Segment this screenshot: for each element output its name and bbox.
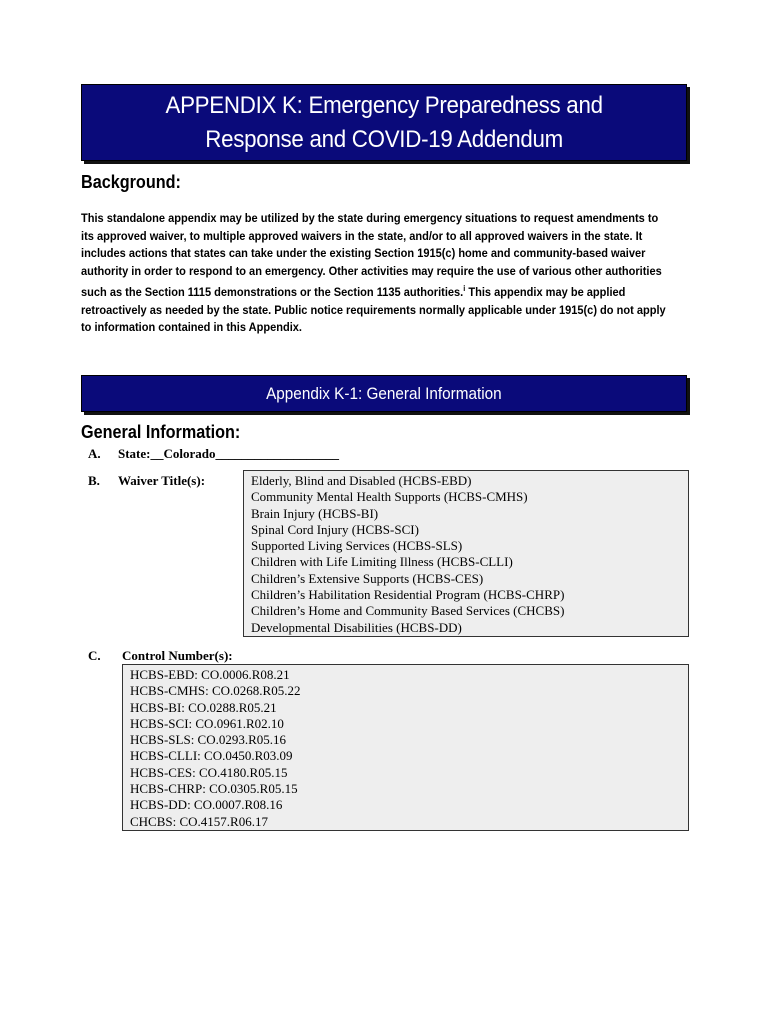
item-c-marker: C.	[88, 648, 101, 663]
control-number-item: HCBS-CMHS: CO.0268.R05.22	[130, 683, 301, 699]
general-information-heading: General Information:	[81, 422, 241, 442]
title-line-2: Response and COVID-19 Addendum	[205, 125, 563, 153]
waiver-title-item: Spinal Cord Injury (HCBS-SCI)	[251, 521, 419, 537]
background-heading: Background:	[81, 172, 181, 192]
control-number-item: HCBS-SCI: CO.0961.R02.10	[130, 715, 284, 731]
control-number-item: HCBS-EBD: CO.0006.R08.21	[130, 667, 290, 682]
control-number-item: HCBS-BI: CO.0288.R05.21	[130, 699, 277, 715]
title-line-1: APPENDIX K: Emergency Preparedness and	[165, 91, 603, 119]
appendix-title	[165, 89, 602, 157]
section-k1-banner	[81, 375, 687, 412]
item-a-marker: A.	[88, 446, 101, 461]
state-field: State:__Colorado___________________	[118, 446, 339, 461]
control-numbers-box	[122, 664, 689, 831]
control-number-item: CHCBS: CO.4157.R06.17	[130, 813, 268, 829]
waiver-title-item: Children with Life Limiting Illness (HCBS-CLLI)	[251, 554, 513, 570]
waiver-title-item: Community Mental Health Supports (HCBS-CMHS)	[251, 489, 528, 505]
control-number-item: HCBS-CES: CO.4180.R05.15	[130, 764, 288, 780]
background-text-start: This standalone appendix may be utilized by the state during emergency situations to request amendments to its approved waiver, to multiple approved waivers in the state, and/or to all approved waivers in the state. It includes actions that states can take under the existing Section 1915(c) home and community-based waiver authority in order to respond to an emergency. Other activities may require the use of various other authorities such as the Section 1115 demonstrations or the Section 1135 authorities.	[81, 211, 662, 299]
waiver-title-item: Children’s Home and Community Based Services (CHCBS)	[251, 603, 565, 619]
background-text-end: This appendix may be applied retroactively as needed by the state. Public notice requirements normally applicable under 1915(c) do not apply to information contained in this Appendix.	[81, 285, 666, 334]
waiver-title-item: Brain Injury (HCBS-BI)	[251, 505, 379, 521]
waiver-title-item: Supported Living Services (HCBS-SLS)	[251, 538, 463, 554]
section-k1-title: Appendix K-1: General Information	[266, 383, 502, 403]
appendix-title-banner	[81, 84, 687, 161]
waiver-titles-label: Waiver Title(s):	[118, 473, 206, 488]
waiver-title-item: Children’s Habilitation Residential Program (HCBS-CHRP)	[251, 587, 565, 603]
control-number-item: HCBS-DD: CO.0007.R08.16	[130, 797, 283, 813]
control-number-item: HCBS-CHRP: CO.0305.R05.15	[130, 781, 298, 797]
control-numbers-label: Control Number(s):	[122, 648, 233, 663]
footnote-marker[interactable]: i	[463, 284, 466, 293]
waiver-titles-box	[243, 470, 689, 637]
waiver-title-item: Developmental Disabilities (HCBS-DD)	[251, 619, 462, 635]
control-number-item: HCBS-SLS: CO.0293.R05.16	[130, 732, 287, 748]
waiver-title-item: Elderly, Blind and Disabled (HCBS-EBD)	[251, 473, 472, 488]
control-number-item: HCBS-CLLI: CO.0450.R03.09	[130, 748, 293, 764]
waiver-title-item: Children’s Extensive Supports (HCBS-CES)	[251, 570, 484, 586]
background-paragraph	[81, 210, 670, 337]
item-b-marker: B.	[88, 473, 100, 488]
